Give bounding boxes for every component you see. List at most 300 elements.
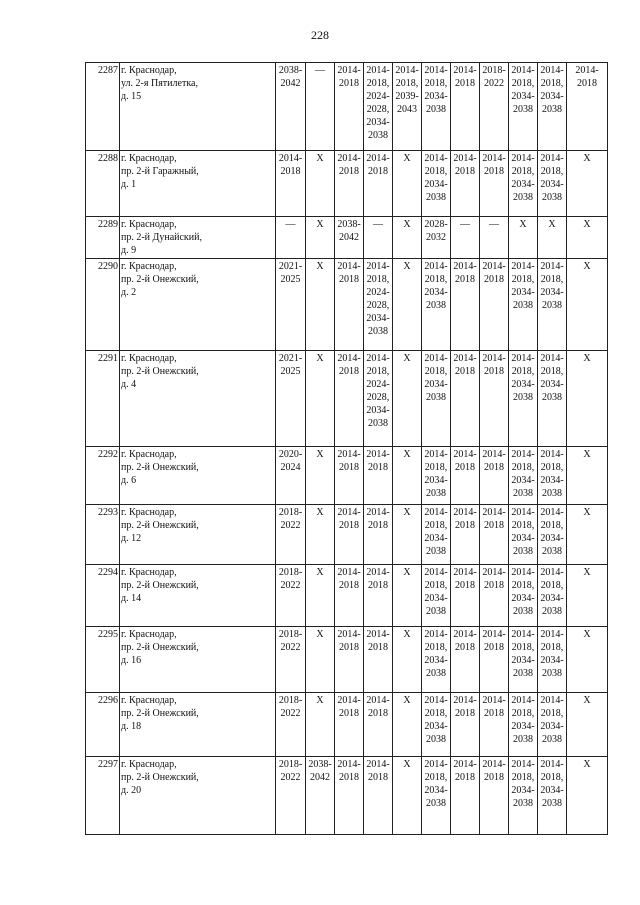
period-line: 2038: [368, 418, 388, 429]
period-cell: [538, 217, 567, 259]
period-line: X: [316, 219, 324, 230]
period-line: 2038: [542, 104, 562, 115]
period-cell: [480, 757, 509, 835]
period-cell: [538, 63, 567, 151]
registry-table: [85, 62, 608, 835]
period-cell: [509, 217, 538, 259]
period-line: 2018: [484, 366, 504, 377]
period-line: 2034-: [540, 721, 564, 732]
period-cell: [451, 351, 480, 447]
period-line: 2018: [368, 708, 388, 719]
period-line: 2014-: [540, 507, 564, 518]
period-cell: [538, 757, 567, 835]
period-line: 2018,: [366, 366, 390, 377]
period-cell: [335, 757, 364, 835]
period-line: 2018,: [424, 462, 448, 473]
period-line: 2018: [368, 642, 388, 653]
period-cell: [335, 447, 364, 505]
period-line: X: [403, 567, 411, 578]
period-line: 2014-: [366, 507, 390, 518]
address-line: г. Краснодар,: [121, 261, 177, 272]
period-line: 2018,: [424, 642, 448, 653]
period-line: 2014-: [337, 65, 361, 76]
period-line: 2018: [455, 462, 475, 473]
period-line: 2018: [280, 166, 301, 177]
period-line: 2014-: [453, 759, 477, 770]
address-line: пр. 2-й Онежский,: [121, 580, 199, 591]
period-cell: [276, 693, 306, 757]
period-line: 2014-: [482, 353, 506, 364]
period-line: 2018,: [511, 166, 535, 177]
period-line: 2018: [368, 520, 388, 531]
address-line: г. Краснодар,: [121, 353, 177, 364]
period-line: 2018,: [511, 708, 535, 719]
row-number: 2297: [86, 757, 120, 835]
period-cell: [422, 63, 451, 151]
period-line: 2018: [368, 580, 388, 591]
period-line: 2034-: [540, 179, 564, 190]
period-cell: [422, 505, 451, 565]
period-cell: [393, 627, 422, 693]
period-cell: [509, 151, 538, 217]
period-cell: [422, 447, 451, 505]
row-number: 2292: [86, 447, 120, 505]
period-line: 2038: [513, 392, 533, 403]
period-cell: [480, 351, 509, 447]
period-line: 2018: [339, 366, 359, 377]
address-line: г. Краснодар,: [121, 695, 177, 706]
period-line: 2018: [455, 642, 475, 653]
period-cell: [567, 259, 608, 351]
address-cell: [120, 63, 276, 151]
period-cell: [451, 151, 480, 217]
period-line: X: [583, 507, 591, 518]
period-cell: [480, 217, 509, 259]
period-line: 2018,: [511, 520, 535, 531]
period-cell: [509, 627, 538, 693]
period-line: 2014-: [482, 759, 506, 770]
period-line: 2014-: [366, 759, 390, 770]
period-line: 2038: [426, 606, 446, 617]
period-line: 2038: [426, 546, 446, 557]
period-line: 2014-: [366, 567, 390, 578]
period-line: 2014-: [482, 629, 506, 640]
period-line: 2034-: [511, 593, 535, 604]
address-line: г. Краснодар,: [121, 567, 177, 578]
period-line: —: [373, 219, 383, 230]
period-line: 2018: [484, 520, 504, 531]
period-line: 2034-: [511, 475, 535, 486]
period-line: 2014-: [424, 567, 448, 578]
period-cell: [451, 217, 480, 259]
period-line: X: [316, 449, 324, 460]
period-cell: [393, 151, 422, 217]
period-line: 2038: [542, 546, 562, 557]
period-line: 2014-: [511, 695, 535, 706]
period-line: 2022: [280, 772, 301, 783]
period-line: 2022: [280, 580, 301, 591]
period-line: 2014-: [395, 65, 419, 76]
period-cell: [422, 693, 451, 757]
period-line: 2018,: [540, 772, 564, 783]
period-cell: [451, 505, 480, 565]
period-cell: [393, 565, 422, 627]
period-line: 2034-: [540, 593, 564, 604]
period-line: X: [403, 695, 411, 706]
period-line: 2034-: [540, 287, 564, 298]
period-cell: [509, 505, 538, 565]
table-row: [86, 351, 608, 447]
period-cell: [538, 627, 567, 693]
period-cell: [509, 63, 538, 151]
period-line: 2018,: [511, 772, 535, 783]
address-line: г. Краснодар,: [121, 65, 177, 76]
period-line: 2024-: [366, 379, 390, 390]
table-row: [86, 757, 608, 835]
period-cell: [306, 627, 335, 693]
period-line: X: [403, 219, 411, 230]
period-line: 2014-: [453, 261, 477, 272]
period-line: 2014-: [540, 65, 564, 76]
period-cell: [451, 63, 480, 151]
period-line: 2018-: [278, 759, 303, 770]
row-number: 2290: [86, 259, 120, 351]
address-line: пр. 2-й Онежский,: [121, 462, 199, 473]
period-line: 2014-: [453, 567, 477, 578]
period-line: 2014-: [424, 449, 448, 460]
period-cell: [509, 447, 538, 505]
period-line: 2038: [513, 606, 533, 617]
period-line: 2034-: [540, 91, 564, 102]
period-cell: [335, 693, 364, 757]
period-line: X: [583, 759, 591, 770]
address-line: д. 20: [121, 785, 142, 796]
period-line: 2034-: [540, 785, 564, 796]
period-cell: [538, 565, 567, 627]
address-line: д. 6: [121, 475, 137, 486]
period-line: 2028,: [366, 392, 390, 403]
address-line: пр. 2-й Онежский,: [121, 520, 199, 531]
period-cell: [567, 63, 608, 151]
period-cell: [306, 351, 335, 447]
period-line: 2014-: [575, 65, 599, 76]
period-line: 2038: [513, 668, 533, 679]
address-line: д. 15: [121, 91, 142, 102]
period-line: 2038: [542, 606, 562, 617]
period-line: 2038: [542, 300, 562, 311]
period-line: X: [316, 261, 324, 272]
table-row: [86, 447, 608, 505]
address-line: пр. 2-й Онежский,: [121, 708, 199, 719]
period-line: 2034-: [511, 721, 535, 732]
period-cell: [509, 351, 538, 447]
address-line: г. Краснодар,: [121, 629, 177, 640]
period-line: 2034-: [511, 379, 535, 390]
period-line: X: [403, 507, 411, 518]
period-cell: [276, 565, 306, 627]
period-line: 2018: [339, 78, 359, 89]
address-cell: [120, 693, 276, 757]
period-cell: [451, 693, 480, 757]
period-cell: [567, 693, 608, 757]
period-line: 2014-: [540, 261, 564, 272]
period-line: X: [403, 153, 411, 164]
period-line: 2014-: [337, 695, 361, 706]
period-line: 2014-: [540, 567, 564, 578]
address-line: г. Краснодар,: [121, 449, 177, 460]
period-cell: [567, 351, 608, 447]
period-line: 2039-: [395, 91, 419, 102]
period-line: 2018: [339, 580, 359, 591]
row-number: 2291: [86, 351, 120, 447]
period-line: 2018: [339, 520, 359, 531]
period-line: 2022: [280, 708, 301, 719]
period-cell: [364, 693, 393, 757]
period-line: 2024-: [366, 287, 390, 298]
period-cell: [567, 151, 608, 217]
period-line: 2014-: [366, 65, 390, 76]
address-line: д. 14: [121, 593, 142, 604]
period-cell: [422, 259, 451, 351]
period-line: 2018,: [540, 462, 564, 473]
period-cell: [393, 447, 422, 505]
period-cell: [335, 565, 364, 627]
period-cell: [480, 565, 509, 627]
period-line: X: [403, 261, 411, 272]
page-number: 228: [311, 28, 329, 42]
period-cell: [393, 693, 422, 757]
period-line: 2018: [368, 772, 388, 783]
address-cell: [120, 151, 276, 217]
period-line: 2034-: [366, 313, 390, 324]
period-cell: [393, 217, 422, 259]
period-line: 2018,: [424, 772, 448, 783]
period-line: 2014-: [482, 261, 506, 272]
period-line: 2018,: [424, 274, 448, 285]
period-cell: [276, 351, 306, 447]
period-cell: [422, 151, 451, 217]
period-cell: [422, 757, 451, 835]
period-cell: [509, 693, 538, 757]
period-line: 2034-: [424, 533, 448, 544]
period-line: 2018,: [366, 274, 390, 285]
table-row: [86, 63, 608, 151]
period-line: 2018,: [540, 166, 564, 177]
address-cell: [120, 565, 276, 627]
address-line: д. 4: [121, 379, 137, 390]
period-line: 2038-: [278, 65, 303, 76]
period-line: 2018,: [395, 78, 419, 89]
period-line: 2014-: [424, 629, 448, 640]
period-line: 2018: [455, 708, 475, 719]
period-cell: [276, 757, 306, 835]
period-line: 2014-: [540, 629, 564, 640]
period-line: 2018: [484, 772, 504, 783]
period-line: X: [316, 567, 324, 578]
period-line: 2034-: [424, 287, 448, 298]
period-line: 2018: [339, 274, 359, 285]
period-line: 2021-: [278, 353, 303, 364]
period-line: 2018: [455, 78, 475, 89]
address-line: пр. 2-й Онежский,: [121, 366, 199, 377]
period-line: 2018: [455, 580, 475, 591]
period-line: X: [583, 629, 591, 640]
period-line: 2014-: [424, 353, 448, 364]
period-line: 2018: [339, 166, 359, 177]
period-line: 2034-: [424, 379, 448, 390]
period-cell: [393, 259, 422, 351]
row-number: 2288: [86, 151, 120, 217]
period-line: 2034-: [511, 785, 535, 796]
address-line: пр. 2-й Онежский,: [121, 274, 199, 285]
period-cell: [276, 63, 306, 151]
period-line: 2014-: [337, 507, 361, 518]
period-cell: [364, 151, 393, 217]
period-line: 2014-: [424, 507, 448, 518]
address-line: д. 9: [121, 245, 137, 256]
period-line: 2014-: [511, 65, 535, 76]
period-line: 2038: [513, 798, 533, 809]
period-cell: [393, 351, 422, 447]
period-cell: [480, 259, 509, 351]
period-line: 2014-: [366, 449, 390, 460]
period-line: 2014-: [540, 759, 564, 770]
address-cell: [120, 259, 276, 351]
period-line: 2018,: [540, 580, 564, 591]
period-line: 2034-: [511, 655, 535, 666]
period-line: 2038: [513, 300, 533, 311]
address-line: пр. 2-й Гаражный,: [121, 166, 199, 177]
period-cell: [567, 757, 608, 835]
address-line: пр. 2-й Дунайский,: [121, 232, 202, 243]
period-line: 2038: [513, 546, 533, 557]
period-line: 2034-: [366, 405, 390, 416]
period-line: 2014-: [540, 353, 564, 364]
period-cell: [393, 757, 422, 835]
address-line: пр. 2-й Онежский,: [121, 642, 199, 653]
period-line: 2014-: [337, 353, 361, 364]
period-line: X: [316, 507, 324, 518]
period-line: 2014-: [424, 153, 448, 164]
period-cell: [567, 627, 608, 693]
period-line: X: [403, 353, 411, 364]
period-cell: [509, 565, 538, 627]
period-line: 2014-: [366, 153, 390, 164]
period-line: 2014-: [511, 629, 535, 640]
row-number: 2296: [86, 693, 120, 757]
address-cell: [120, 627, 276, 693]
period-line: 2018-: [278, 629, 303, 640]
period-line: 2018,: [366, 78, 390, 89]
address-cell: [120, 447, 276, 505]
period-cell: [335, 627, 364, 693]
period-cell: [364, 505, 393, 565]
period-line: 2034-: [511, 287, 535, 298]
period-line: 2014-: [540, 695, 564, 706]
period-cell: [335, 217, 364, 259]
address-cell: [120, 351, 276, 447]
period-line: X: [316, 695, 324, 706]
row-number: 2293: [86, 505, 120, 565]
period-cell: [335, 505, 364, 565]
period-line: 2018,: [540, 78, 564, 89]
period-line: X: [316, 629, 324, 640]
period-line: 2034-: [540, 379, 564, 390]
address-line: пр. 2-й Онежский,: [121, 772, 199, 783]
period-cell: [393, 63, 422, 151]
period-cell: [451, 447, 480, 505]
period-line: X: [583, 219, 591, 230]
period-line: 2014-: [424, 261, 448, 272]
period-line: 2014-: [511, 567, 535, 578]
period-line: 2038: [426, 192, 446, 203]
period-line: 2018: [484, 462, 504, 473]
period-cell: [335, 351, 364, 447]
period-line: 2038: [368, 130, 388, 141]
period-cell: [480, 63, 509, 151]
period-line: 2018,: [424, 366, 448, 377]
period-cell: [306, 63, 335, 151]
period-cell: [538, 151, 567, 217]
period-cell: [422, 351, 451, 447]
period-line: 2038: [426, 488, 446, 499]
period-line: 2014-: [511, 353, 535, 364]
period-cell: [480, 447, 509, 505]
address-line: д. 1: [121, 179, 137, 190]
period-line: 2014-: [337, 629, 361, 640]
period-line: 2014-: [540, 449, 564, 460]
period-line: 2038: [542, 798, 562, 809]
period-cell: [422, 565, 451, 627]
period-line: 2021-: [278, 261, 303, 272]
period-line: 2018: [455, 166, 475, 177]
period-line: 2043: [397, 104, 417, 115]
period-line: 2014-: [453, 153, 477, 164]
period-line: 2025: [280, 274, 301, 285]
address-line: д. 12: [121, 533, 142, 544]
period-line: 2024: [280, 462, 301, 473]
period-cell: [306, 447, 335, 505]
table-row: [86, 693, 608, 757]
period-line: 2028-: [424, 219, 448, 230]
period-line: 2018,: [424, 166, 448, 177]
address-line: д. 2: [121, 287, 137, 298]
period-line: 2014-: [337, 261, 361, 272]
period-line: 2034-: [424, 475, 448, 486]
period-line: 2042: [310, 772, 330, 783]
period-line: 2014-: [511, 449, 535, 460]
period-line: 2014-: [511, 507, 535, 518]
period-cell: [276, 505, 306, 565]
period-cell: [451, 565, 480, 627]
period-cell: [306, 217, 335, 259]
period-line: 2014-: [511, 261, 535, 272]
period-line: 2038: [368, 326, 388, 337]
table-row: [86, 259, 608, 351]
period-line: 2018-: [278, 695, 303, 706]
period-line: 2014-: [337, 567, 361, 578]
period-line: X: [403, 449, 411, 460]
period-line: 2038-: [337, 219, 361, 230]
period-cell: [480, 505, 509, 565]
period-cell: [567, 505, 608, 565]
period-line: 2018,: [540, 642, 564, 653]
table-row: [86, 151, 608, 217]
period-line: 2018,: [511, 462, 535, 473]
period-line: 2014-: [511, 759, 535, 770]
period-line: X: [583, 449, 591, 460]
period-cell: [364, 565, 393, 627]
